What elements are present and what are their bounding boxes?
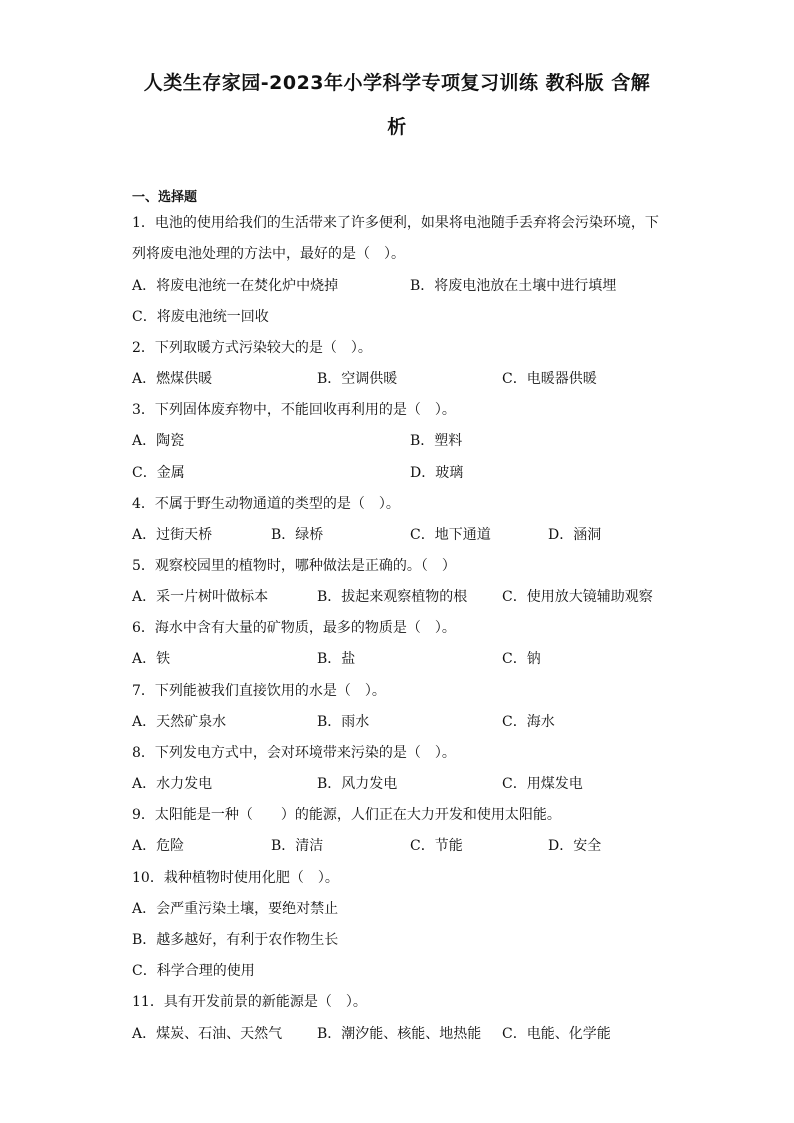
question-1-option-c: C．将废电池统一回收 [132, 309, 269, 325]
question-3-option-a: A．陶瓷 [132, 433, 185, 449]
question-10: 10．栽种植物时使用化肥（ ）。 [132, 870, 339, 886]
question-10-option-c: C．科学合理的使用 [132, 963, 255, 979]
question-6-option-a: A．铁 [132, 651, 171, 667]
question-2-option-c: C．电暖器供暖 [502, 371, 597, 387]
question-9-option-c: C．节能 [410, 838, 463, 854]
question-6: 6．海水中含有大量的矿物质，最多的物质是（ ）。 [132, 620, 456, 636]
question-3-option-d: D．玻璃 [410, 465, 464, 481]
question-4-option-a: A．过街天桥 [132, 527, 213, 543]
question-3: 3．下列固体废弃物中，不能回收再利用的是（ ）。 [132, 402, 456, 418]
question-9-option-a: A．危险 [132, 838, 185, 854]
question-4-option-b: B．绿桥 [271, 527, 324, 543]
question-10-option-b: B．越多越好，有利于农作物生长 [132, 932, 339, 948]
question-4: 4．不属于野生动物通道的类型的是（ ）。 [132, 496, 400, 512]
question-1-option-b: B．将废电池放在土壤中进行填埋 [410, 278, 617, 294]
question-7: 7．下列能被我们直接饮用的水是（ ）。 [132, 683, 386, 699]
question-11-option-b: B．潮汐能、核能、地热能 [317, 1026, 482, 1042]
question-10-option-a: A．会严重污染土壤，要绝对禁止 [132, 901, 339, 917]
question-11: 11．具有开发前景的新能源是（ ）。 [132, 994, 367, 1010]
question-1-line2: 列将废电池处理的方法中，最好的是（ ）。 [132, 246, 405, 262]
question-8-option-c: C．用煤发电 [502, 776, 583, 792]
question-8-option-b: B．风力发电 [317, 776, 398, 792]
document-title-line1: 人类生存家园-2023年小学科学专项复习训练 教科版 含解 [143, 72, 651, 94]
question-9-option-d: D．安全 [548, 838, 602, 854]
question-3-option-c: C．金属 [132, 465, 185, 481]
question-1-option-a: A．将废电池统一在焚化炉中烧掉 [132, 278, 339, 294]
question-4-option-d: D．涵洞 [548, 527, 602, 543]
question-7-option-a: A．天然矿泉水 [132, 714, 227, 730]
question-7-option-b: B．雨水 [317, 714, 370, 730]
question-7-option-c: C．海水 [502, 714, 555, 730]
section-heading: 一、选择题 [132, 190, 198, 205]
question-4-option-c: C．地下通道 [410, 527, 491, 543]
question-11-option-a: A．煤炭、石油、天然气 [132, 1026, 283, 1042]
question-11-option-c: C．电能、化学能 [502, 1026, 611, 1042]
question-5-option-a: A．采一片树叶做标本 [132, 589, 269, 605]
question-1-line1: 1．电池的使用给我们的生活带来了许多便利，如果将电池随手丢弃将会污染环境，下 [132, 215, 659, 231]
question-9-option-b: B．清洁 [271, 838, 324, 854]
question-2-option-b: B．空调供暖 [317, 371, 398, 387]
question-5-option-b: B．拔起来观察植物的根 [317, 589, 468, 605]
question-9: 9．太阳能是一种（ ）的能源，人们正在大力开发和使用太阳能。 [132, 807, 561, 823]
question-6-option-b: B．盐 [317, 651, 356, 667]
question-8: 8．下列发电方式中，会对环境带来污染的是（ ）。 [132, 745, 456, 761]
question-6-option-c: C．钠 [502, 651, 541, 667]
question-8-option-a: A．水力发电 [132, 776, 213, 792]
document-title-line2: 析 [387, 116, 407, 138]
question-5-option-c: C．使用放大镜辅助观察 [502, 589, 653, 605]
question-5: 5．观察校园里的植物时，哪种做法是正确的。（ ） [132, 558, 456, 574]
question-3-option-b: B．塑料 [410, 433, 463, 449]
question-2: 2．下列取暖方式污染较大的是（ ）。 [132, 340, 372, 356]
question-2-option-a: A．燃煤供暖 [132, 371, 213, 387]
